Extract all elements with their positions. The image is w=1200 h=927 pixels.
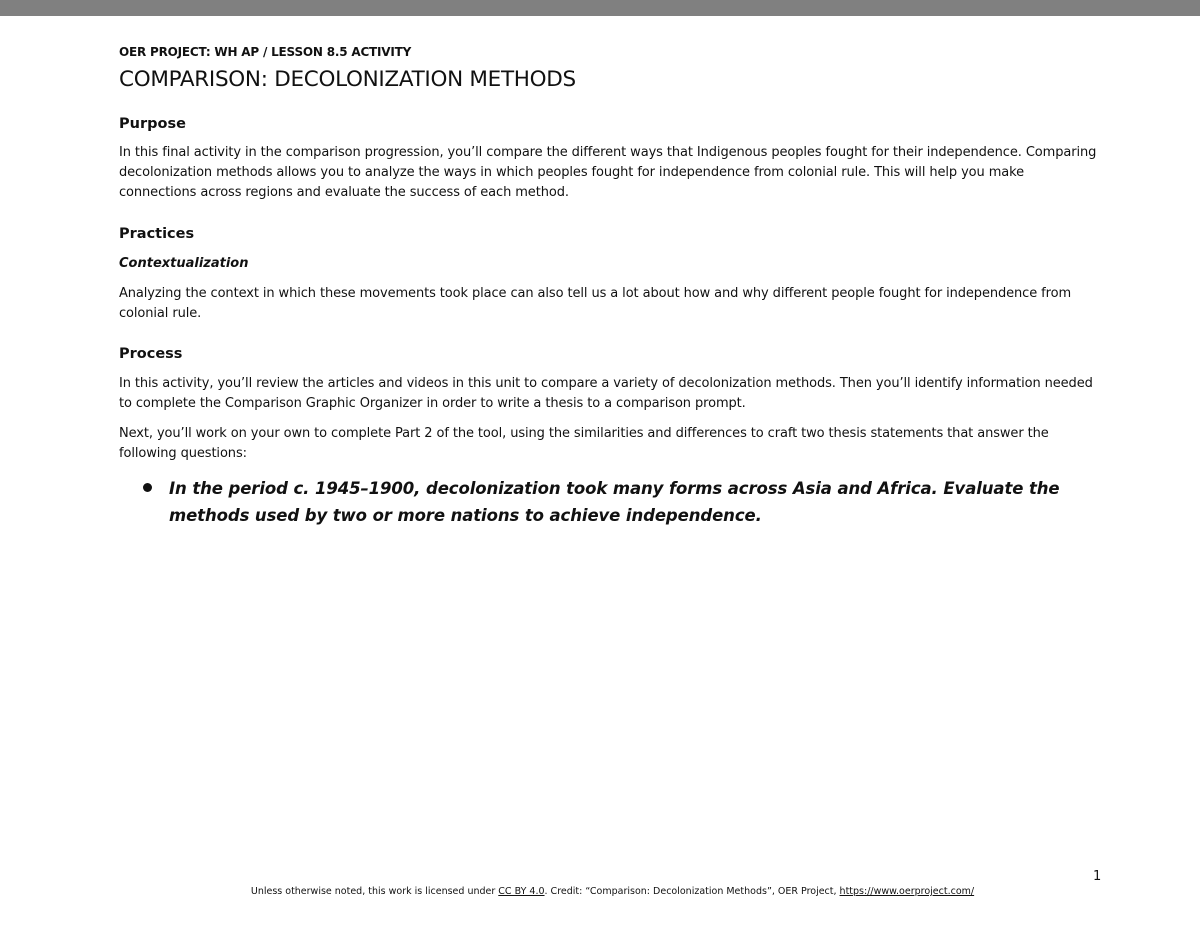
document-content — [119, 44, 1099, 529]
practices-subheading: Contextualization — [119, 256, 249, 271]
purpose-heading: Purpose — [119, 116, 186, 132]
lesson-kicker: OER PROJECT: WH AP / LESSON 8.5 ACTIVITY — [119, 45, 412, 59]
bullet-icon — [143, 483, 152, 492]
prompt-text: In the period c. 1945–1900, decolonization took many forms across Asia and Africa. Evaluate the methods used by two or more nations to achieve independence. — [169, 479, 1060, 525]
license-link[interactable]: CC BY 4.0 — [498, 886, 545, 897]
top-bar — [0, 0, 1200, 16]
practices-heading: Practices — [119, 226, 195, 242]
page-number: 1 — [1093, 869, 1102, 884]
oer-project-link[interactable]: https://www.oerproject.com/ — [839, 886, 975, 897]
practices-text: Analyzing the context in which these movements took place can also tell us a lot about how and why different people fought for independence from colonial rule. — [119, 286, 1072, 321]
prompt-bullet — [119, 475, 1099, 529]
process-heading: Process — [119, 346, 183, 362]
process-paragraph: Next, you’ll work on your own to complete Part 2 of the tool, using the similarities and differences to craft two thesis statements that answer the following questions: — [119, 426, 1049, 461]
process-paragraph: In this activity, you’ll review the articles and videos in this unit to compare a variety of decolonization methods. Then you’ll identify information needed to complete the Comparison Graphic Organizer in order to write a thesis to a comparison prompt. — [119, 376, 1093, 411]
footer-credit: . Credit: “Comparison: Decolonization Methods”, OER Project, — [544, 886, 840, 897]
purpose-text: In this final activity in the comparison progression, you’ll compare the different ways that Indigenous peoples fought for their independence. Comparing decolonization methods allows you to analyze the ways in which peoples fought for independence from colonial rule. This will help you make connections across regions and evaluate the success of each method. — [119, 145, 1097, 200]
page-title: COMPARISON: DECOLONIZATION METHODS — [119, 67, 576, 92]
footer-prefix: Unless otherwise noted, this work is licensed under — [250, 886, 499, 897]
license-footer — [0, 886, 1200, 897]
